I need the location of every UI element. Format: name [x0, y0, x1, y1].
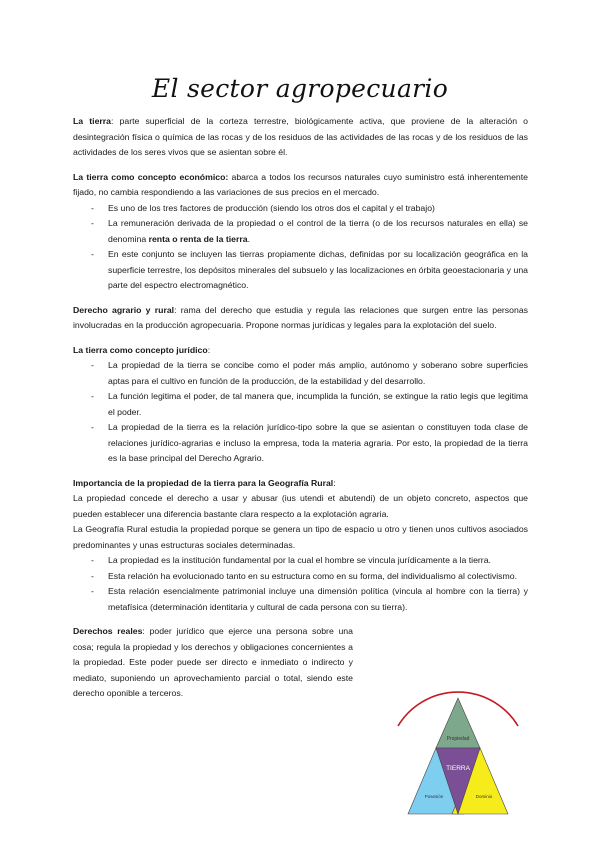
paragraph-economico: La tierra como concepto económico: abarca a todos los recursos naturales cuyo suministro está inherentemente fijado, no cambia respondiendo a las variaciones de sus precios en el mercado. — [73, 171, 528, 197]
paragraph-agrario: Derecho agrario y rural: rama del derecho que estudia y regula las relaciones que surgen entre las personas involucradas en la producción agropecuaria. Propone normas jurídicas y legales para la explotación del suelo. — [73, 304, 528, 330]
list-item: - Es uno de los tres factores de producción (siendo los otros dos el capital y el trabajo) — [73, 201, 528, 217]
diagram-label-top: Propiedad — [446, 736, 470, 742]
list-item: - La propiedad de la tierra es la relación jurídico-tipo sobre la que se asientan o constituyen toda clase de relaciones jurídico-agrarias e incluso la empresa, toda la materia agraria. Por esto, la propiedad de la tierra es la base principal del Derecho Agrario. — [73, 420, 528, 467]
list-item: - La propiedad es la institución fundamental por la cual el hombre se vincula jurídicamente a la tierra. — [73, 553, 528, 569]
heading-importancia: Importancia de la propiedad de la tierra para la Geografía Rural: — [73, 477, 336, 488]
section-economico — [73, 170, 528, 294]
section-importancia — [73, 476, 528, 616]
paragraph-reales: Derechos reales: poder jurídico que ejerce una persona sobre una cosa; regula la propiedad y los derechos y obligaciones concernientes a la propiedad. Este poder puede ser directo e inmediato o indirecto y mediato, suponiendo un aprovechamiento parcial o total, siendo este derecho oponible a terceros. — [73, 626, 353, 698]
diagram-label-right: Dominio — [475, 794, 493, 799]
document-body — [73, 114, 528, 702]
heading-juridico: La tierra como concepto jurídico: — [73, 344, 211, 355]
section-juridico — [73, 343, 528, 467]
list-item: - La función legitima el poder, de tal manera que, incumplida la función, se extingue la ratio legis que legitima el poder. — [73, 389, 528, 420]
paragraph-importancia-1: La propiedad concede el derecho a usar y abusar (ius utendi et abutendi) de un objeto concreto, aspectos que pueden establecer una diferencia bastante clara respecto a la explotación agraria. — [73, 493, 528, 519]
diagram-label-center: TIERRA — [446, 765, 470, 772]
list-item: - Esta relación esencialmente patrimonial incluye una dimensión política (vincula al hombre con la tierra) y metafísica (determinación identitaria y cultural de cada persona con su tierra). — [73, 584, 528, 615]
term-economico: La tierra como concepto económico: — [73, 171, 229, 182]
list-item: - Esta relación ha evolucionado tanto en su estructura como en su forma, del individualismo al colectivismo. — [73, 569, 528, 585]
list-economico — [73, 201, 528, 294]
tierra-triangle-diagram — [388, 686, 528, 840]
diagram-label-left: Posesión — [424, 794, 444, 799]
list-juridico — [73, 358, 528, 467]
list-item: - En este conjunto se incluyen las tierras propiamente dichas, definidas por su localización geográfica en la superficie terrestre, los depósitos minerales del subsuelo y las localizaciones en órbita geoestacionaria y una parte del espectro electromagnético. — [73, 247, 528, 294]
term-tierra: La tierra — [73, 116, 111, 126]
page-title: El sector agropecuario — [151, 74, 449, 103]
list-item: - La remuneración derivada de la propiedad o el control de la tierra (o de los recursos naturales en ella) se denomina renta o renta de la tierra. — [73, 216, 528, 247]
term-agrario: Derecho agrario y rural — [73, 304, 175, 315]
section-agrario — [73, 303, 528, 334]
list-importancia — [73, 553, 528, 615]
term-reales: Derechos reales — [73, 626, 143, 636]
paragraph-tierra: La tierra: parte superficial de la corteza terrestre, biológicamente activa, que proviene de la alteración o desintegración física o química de las rocas y de los residuos de las actividades de las rocas y de los residuos de las actividades de los seres vivos que se asientan sobre él. — [73, 116, 528, 157]
section-reales — [73, 624, 353, 702]
list-item: - La propiedad de la tierra se concibe como el poder más amplio, autónomo y soberano sobre superficies aptas para el cultivo en función de la producción, de la estabilidad y del desarrollo. — [73, 358, 528, 389]
paragraph-importancia-2: La Geografía Rural estudia la propiedad porque se genera un tipo de espacio u otro y tienen unos cultivos asociados predominantes y unas estructuras sociales determinadas. — [73, 524, 528, 550]
